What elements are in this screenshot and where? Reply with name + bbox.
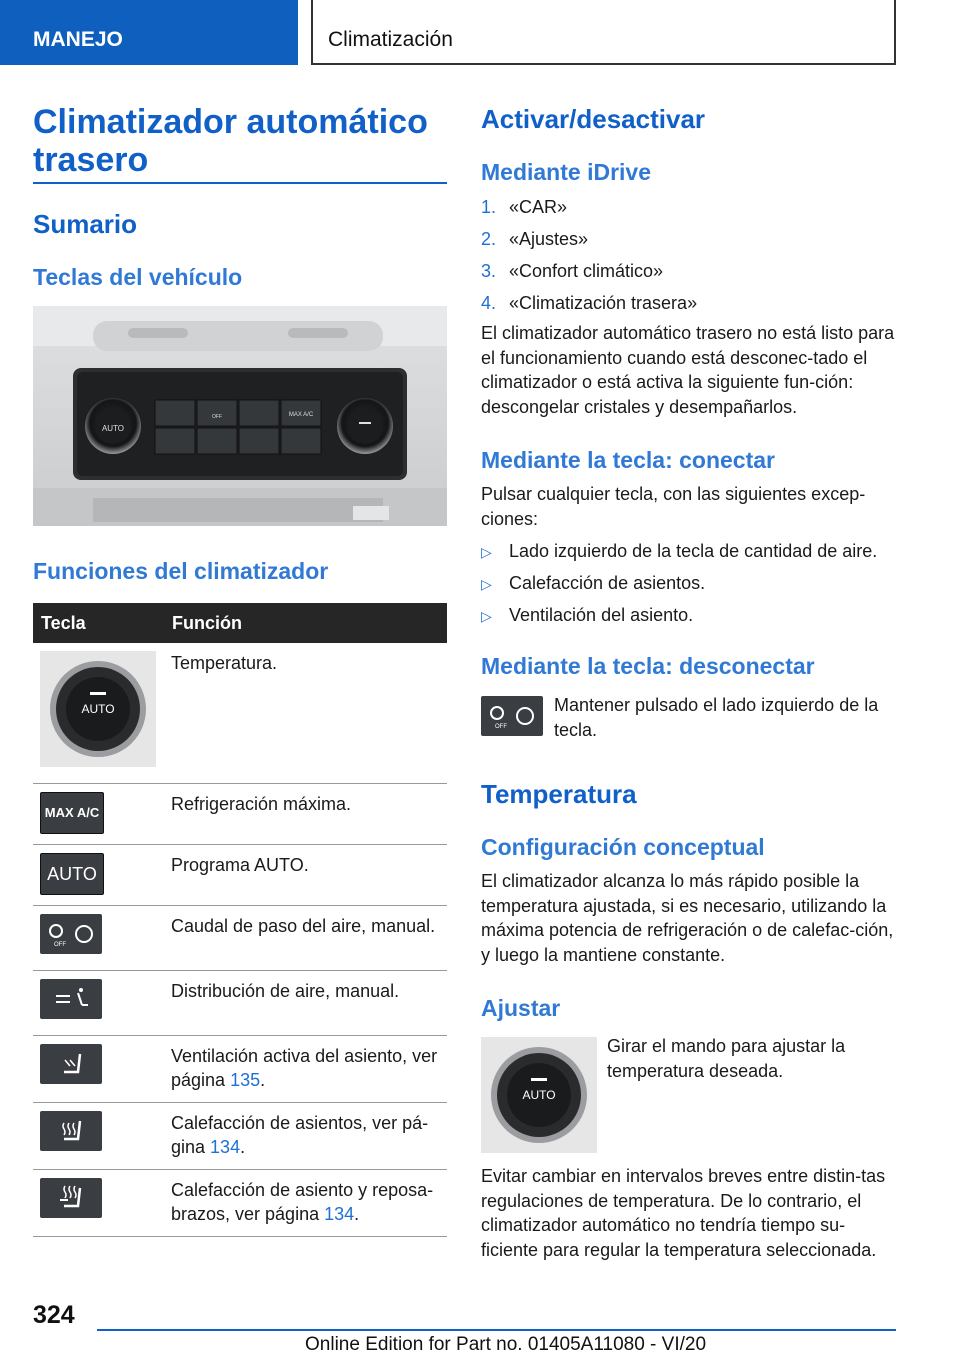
fan-speed-key-icon <box>40 914 102 954</box>
chapter-tab: MANEJO <box>0 0 298 65</box>
functions-heading: Funciones del climatizador <box>33 558 329 584</box>
page-link[interactable]: 134 <box>324 1204 355 1224</box>
seat-ventilation-key-icon <box>40 1044 102 1084</box>
table-row <box>33 1103 447 1170</box>
fan-speed-key-icon <box>481 696 543 736</box>
idrive-heading: Mediante iDrive <box>481 159 651 185</box>
table-row <box>33 906 447 971</box>
exceptions-list <box>481 538 877 634</box>
page-link[interactable]: 134 <box>210 1137 241 1157</box>
col-key-header: Tecla <box>33 603 164 643</box>
function-cell: Programa AUTO. <box>164 845 447 906</box>
page-number: 324 <box>33 1301 75 1329</box>
max-ac-key-icon: MAX A/C <box>40 792 104 834</box>
footer-rule <box>97 1329 896 1331</box>
seat-armrest-heating-key-icon <box>40 1178 102 1218</box>
function-cell: Ventilación activa del asiento, ver página 135. <box>164 1036 447 1103</box>
page-link[interactable]: 135 <box>230 1070 261 1090</box>
function-cell: Calefacción de asiento y reposa-brazos, ver página 134. <box>164 1170 447 1237</box>
svg-text:OFF: OFF <box>495 724 507 730</box>
page-title: Climatizador automático trasero <box>33 103 428 179</box>
list-item: ▷ Calefacción de asientos. <box>481 573 706 593</box>
table-row <box>33 643 447 784</box>
function-cell: Temperatura. <box>164 643 447 784</box>
table-row <box>33 845 447 906</box>
edition-text: Online Edition for Part no. 01405A11080 - VI/20 <box>305 1334 707 1355</box>
photo-off-label: OFF <box>212 414 222 420</box>
adjust-note: Evitar cambiar en intervalos breves entre distin-tas regulaciones de temperatura. De lo contrario, el climatizador automático no tendría tiempo su-ficiente para regular la temperatura seleccionada. <box>481 1166 886 1260</box>
function-cell: Distribución de aire, manual. <box>164 971 447 1036</box>
idrive-note: El climatizador automático trasero no está listo para el funcionamiento cuando está desconec-tado el climatizador o está activa la siguiente fun-ción: descongelar cristales y desempañarlos. <box>481 323 895 417</box>
key-on-heading: Mediante la tecla: conectar <box>481 447 775 473</box>
list-item: 1. «CAR» <box>481 197 568 217</box>
list-item: 3. «Confort climático» <box>481 261 664 281</box>
key-off-heading: Mediante la tecla: desconectar <box>481 653 815 679</box>
key-off-text: Mantener pulsado el lado izquierdo de la tecla. <box>554 695 879 740</box>
table-row <box>33 1170 447 1237</box>
photo-max-label: MAX A/C <box>288 412 314 418</box>
table-row <box>33 784 447 845</box>
table-row <box>33 1036 447 1103</box>
functions-table <box>33 603 447 1237</box>
auto-key-icon: AUTO <box>40 853 104 895</box>
concept-text: El climatizador alcanza lo más rápido posible la temperatura ajustada, si es necesario, utilizando la máxima potencia de refrigeración o de calefac-ción, y luego la mantiene constante. <box>481 871 894 965</box>
col-function-header: Función <box>164 603 447 643</box>
keys-heading: Teclas del vehículo <box>33 264 243 290</box>
section-title: Climatización <box>311 0 896 65</box>
list-item: 2. «Ajustes» <box>481 229 589 249</box>
temperature-knob-icon <box>481 1037 597 1153</box>
onoff-heading: Activar/desactivar <box>481 104 706 134</box>
list-item: ▷ Lado izquierdo de la tecla de cantidad de aire. <box>481 541 878 561</box>
temperature-heading: Temperatura <box>481 779 637 809</box>
table-row <box>33 971 447 1036</box>
function-cell: Calefacción de asientos, ver pá-gina 134. <box>164 1103 447 1170</box>
control-panel-photo <box>33 306 447 526</box>
seat-heating-key-icon <box>40 1111 102 1151</box>
function-cell: Caudal de paso del aire, manual. <box>164 906 447 971</box>
photo-auto-label: AUTO <box>101 424 125 433</box>
key-on-text: Pulsar cualquier tecla, con las siguientes excep-ciones: <box>481 484 866 529</box>
adjust-heading: Ajustar <box>481 995 561 1021</box>
list-item: ▷ Ventilación del asiento. <box>481 605 694 625</box>
svg-text:OFF: OFF <box>54 942 66 948</box>
list-item: 4. «Climatización trasera» <box>481 293 698 313</box>
svg-text:AUTO: AUTO <box>81 702 115 716</box>
idrive-steps <box>481 194 697 322</box>
svg-text:AUTO: AUTO <box>522 1088 556 1102</box>
adjust-text: Girar el mando para ajustar la temperatura deseada. <box>607 1036 846 1081</box>
summary-heading: Sumario <box>33 209 138 239</box>
temperature-knob-icon <box>40 651 156 767</box>
title-rule <box>33 182 447 184</box>
air-distribution-key-icon <box>40 979 102 1019</box>
function-cell: Refrigeración máxima. <box>164 784 447 845</box>
concept-heading: Configuración conceptual <box>481 834 765 860</box>
